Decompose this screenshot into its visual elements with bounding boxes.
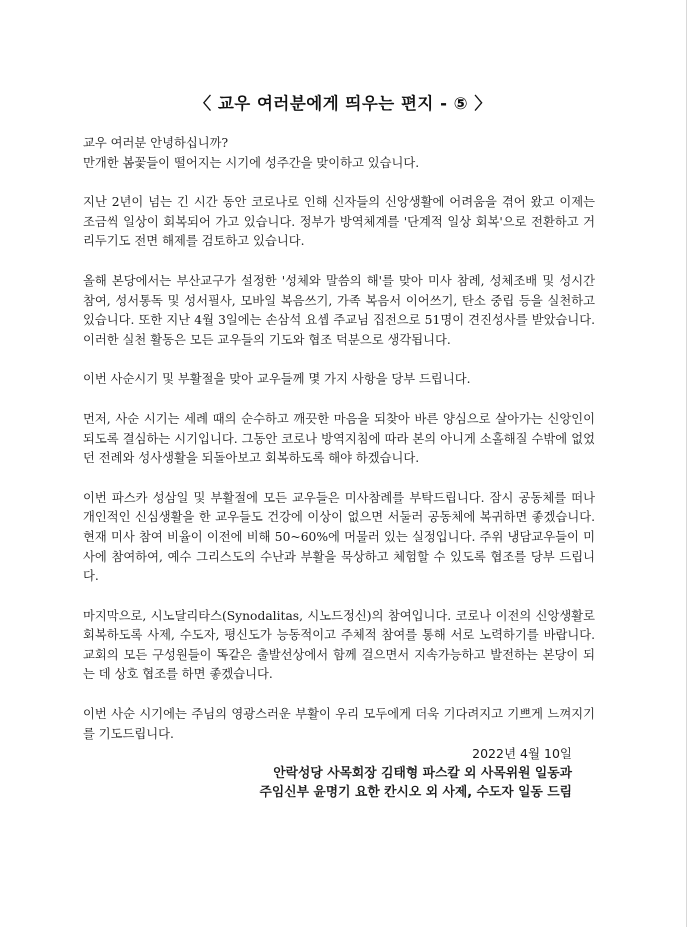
paragraph-covid-recovery: 지난 2년이 넘는 긴 시간 동안 코로나로 인해 신자들의 신앙생활에 어려움을 겪어 왔고 이제는 조금씩 일상이 회복되어 가고 있습니다. 정부가 방역체계를 '단계적 일상 회복'으로 전환하고 거리두기도 전면 해제를 검토하고 있습니다. (83, 195, 595, 249)
paragraph-easter-mass: 이번 파스카 성삼일 및 부활절에 모든 교우들은 미사참례를 부탁드립니다. 잠시 공동체를 떠나 개인적인 신심생활을 한 교우들도 건강에 이상이 없으면 서둘러 공동체에 복귀하면 좋겠습니다. 현재 미사 참여 비율이 이전에 비해 50~60%에 머물러 있는 실정입니다. 주위 냉담교우들이 미사에 참여하여, 예수 그리스도의 수난과 부활을 묵상하고 체험할 수 있도록 협조를 당부 드립니다. (83, 490, 595, 584)
signature-date: 2022년 4월 10일 (472, 746, 572, 761)
paragraph-greeting: 교우 여러분 안녕하십니까? 만개한 봄꽃들이 떨어지는 시기에 성주간을 맞이하고 있습니다. (83, 136, 420, 170)
paragraph-requests-intro: 이번 사순시기 및 부활절을 맞아 교우들께 몇 가지 사항을 당부 드립니다. (83, 372, 471, 387)
signature-block (260, 744, 572, 803)
paragraph-closing-prayer: 이번 사순 시기에는 주님의 영광스러운 부활이 우리 모두에게 더욱 기다려지고 기쁘게 느껴지기를 기도드립니다. (83, 707, 595, 741)
letter-title: 〈 교우 여러분에게 띄우는 편지 - ⑤ 〉 (194, 94, 492, 113)
signature-line-clergy: 주임신부 윤명기 요한 칸시오 외 사제, 수도자 일동 드림 (259, 785, 572, 800)
paragraph-synodalitas: 마지막으로, 시노달리타스(Synodalitas, 시노드정신)의 참여입니다. 코로나 이전의 신앙생활로 회복하도록 사제, 수도자, 평신도가 능동적이고 주체적 참여를 통해 서로 노력하기를 바랍니다. 교회의 모든 구성원들이 똑같은 출발선상에서 함께 걸으면서 지속가능하고 발전하는 본당이 되는 데 상호 협조를 하면 좋겠습니다. (83, 608, 595, 682)
letter-body (83, 134, 595, 764)
signature-line-council: 안락성당 사목회장 김태형 파스칼 외 사목위원 일동과 (273, 765, 572, 781)
paragraph-lent: 먼저, 사순 시기는 세례 때의 순수하고 깨끗한 마음을 되찾아 바른 양심으로 살아가는 신앙인이 되도록 결심하는 시기입니다. 그동안 코로나 방역지침에 따라 본의 아니게 소홀해질 수밖에 없었던 전례와 성사생활을 되돌아보고 회복하도록 해야 하겠습니다. (83, 411, 595, 466)
paragraph-parish-activities: 올해 본당에서는 부산교구가 설정한 '성체와 말씀의 해'를 맞아 미사 참례, 성체조배 및 성시간 참여, 성서통독 및 성서필사, 모바일 복음쓰기, 가족 복음서 이어쓰기, 탄소 중립 등을 실천하고 있습니다. 또한 지난 4월 3일에는 손삼석 요셉 주교님 집전으로 51명이 견진성사를 받았습니다. 이러한 실천 활동은 모든 교우들의 기도와 협조 덕분으로 생각됩니다. (83, 273, 595, 347)
